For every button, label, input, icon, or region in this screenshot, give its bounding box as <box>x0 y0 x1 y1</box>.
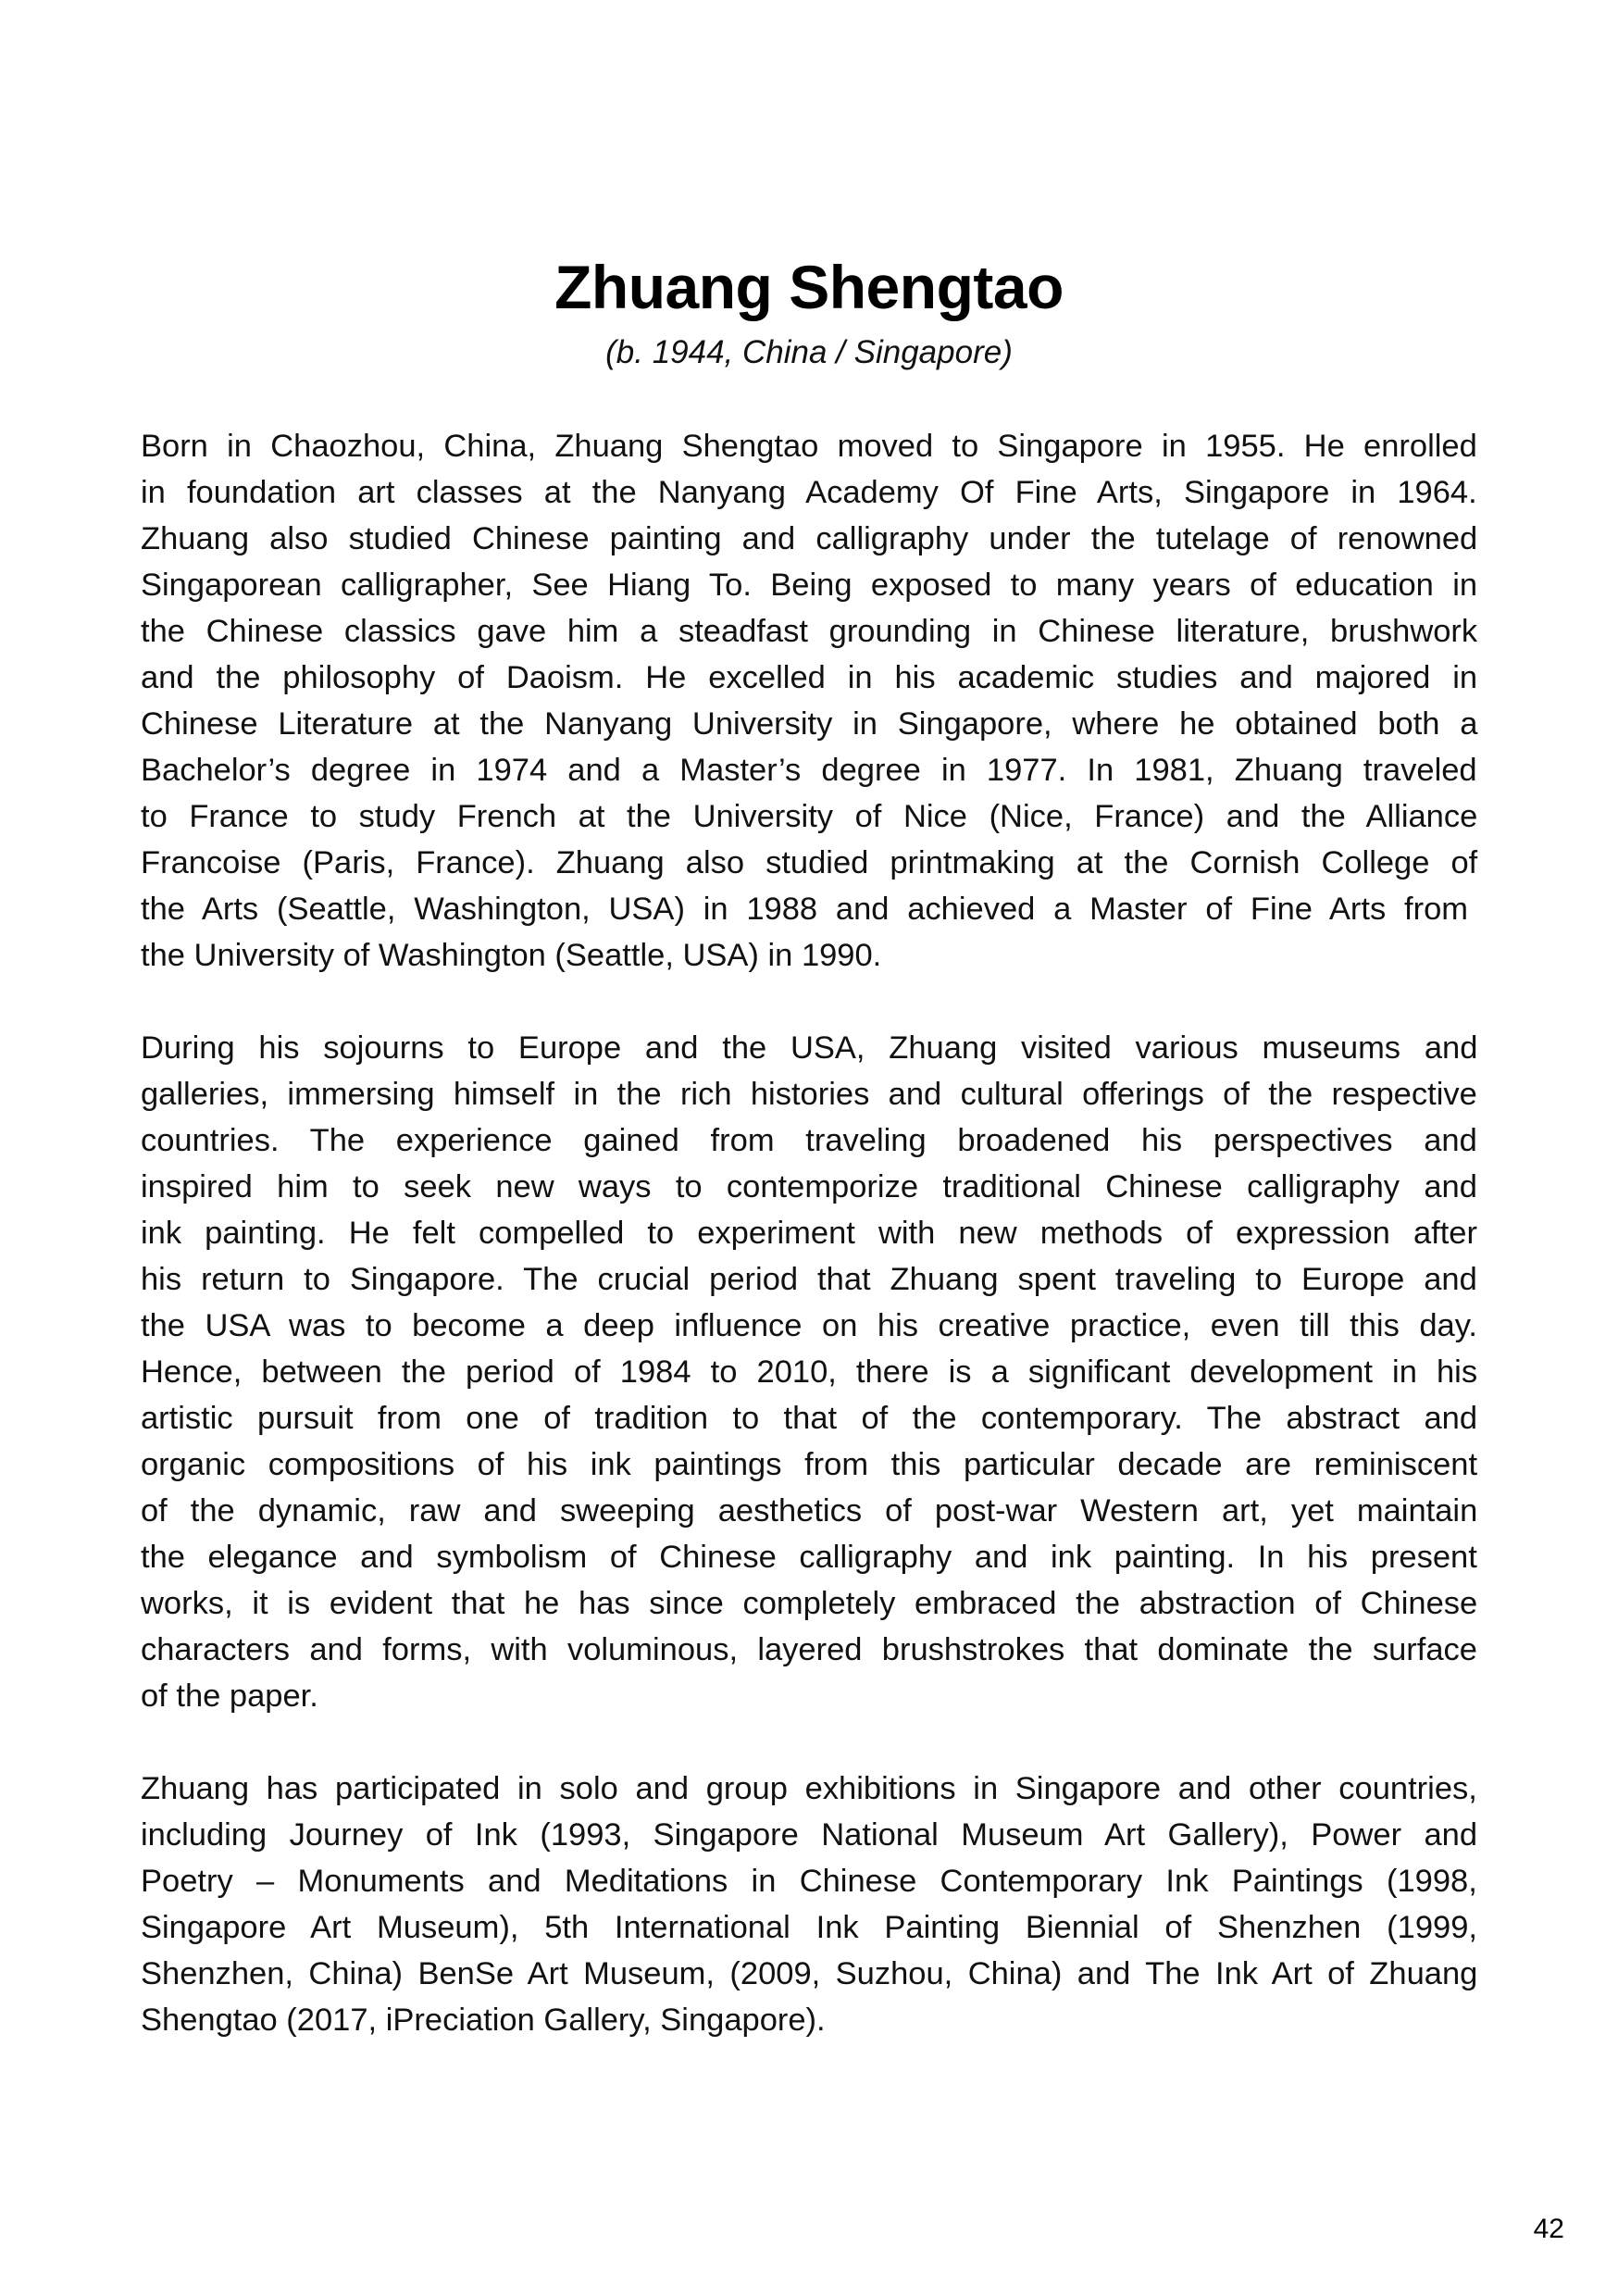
text-line: Born in Chaozhou, China, Zhuang Shengtao moved to Singapore in 1955. He enrolled <box>141 429 1477 464</box>
text-line: characters and forms, with voluminous, layered brushstrokes that dominate the surface <box>141 1632 1477 1667</box>
artist-dates-subtitle: (b. 1944, China / Singapore) <box>605 334 1013 370</box>
text-line: organic compositions of his ink paintings from this particular decade are reminiscent <box>141 1447 1478 1482</box>
text-line: During his sojourns to Europe and the USA, Zhuang visited various museums and <box>141 1030 1478 1066</box>
page-title: Zhuang Shengtao <box>554 253 1064 321</box>
text-line: countries. The experience gained from traveling broadened his perspectives and <box>141 1123 1477 1158</box>
text-line: Hence, between the period of 1984 to 2010, there is a significant development in his <box>141 1354 1478 1390</box>
text-line: galleries, immersing himself in the rich histories and cultural offerings of the respective <box>141 1077 1477 1112</box>
text-line: the USA was to become a deep influence on his creative practice, even till this day. <box>141 1308 1478 1343</box>
text-line: his return to Singapore. The crucial period that Zhuang spent traveling to Europe and <box>141 1262 1477 1297</box>
text-line: the Arts (Seattle, Washington, USA) in 1988 and achieved a Master of Fine Arts from <box>141 892 1468 927</box>
text-line: of the dynamic, raw and sweeping aesthetics of post-war Western art, yet maintain <box>141 1493 1478 1529</box>
text-line: Poetry – Monuments and Meditations in Chinese Contemporary Ink Paintings (1998, <box>141 1864 1477 1899</box>
text-line: of the paper. <box>141 1678 318 1714</box>
text-line: artistic pursuit from one of tradition to that of the contemporary. The abstract and <box>141 1401 1478 1436</box>
text-line: Singapore Art Museum), 5th International Ink Painting Biennial of Shenzhen (1999, <box>141 1910 1477 1945</box>
text-line: Shengtao (2017, iPreciation Gallery, Singapore). <box>141 2003 826 2038</box>
page-number: 42 <box>1533 2214 1564 2244</box>
influences-paragraph <box>141 1025 1477 1719</box>
text-line: the Chinese classics gave him a steadfast grounding in Chinese literature, brushwork <box>141 614 1478 649</box>
text-line: the elegance and symbolism of Chinese calligraphy and ink painting. In his present <box>141 1540 1477 1575</box>
text-line: including Journey of Ink (1993, Singapore National Museum Art Gallery), Power and <box>141 1817 1478 1853</box>
text-line: Chinese Literature at the Nanyang University in Singapore, where he obtained both a <box>141 706 1478 742</box>
text-line: and the philosophy of Daoism. He excelled in his academic studies and majored in <box>141 660 1478 695</box>
text-line: Zhuang has participated in solo and group exhibitions in Singapore and other countries, <box>141 1771 1477 1806</box>
text-line: ink painting. He felt compelled to experiment with new methods of expression after <box>141 1216 1477 1251</box>
text-line: to France to study French at the University of Nice (Nice, France) and the Alliance <box>141 799 1478 834</box>
text-line: Bachelor’s degree in 1974 and a Master’s degree in 1977. In 1981, Zhuang traveled <box>141 753 1477 788</box>
exhibitions-paragraph <box>141 1766 1477 2043</box>
text-line: inspired him to seek new ways to contemporize traditional Chinese calligraphy and <box>141 1169 1477 1204</box>
text-line: Zhuang also studied Chinese painting and calligraphy under the tutelage of renowned <box>141 521 1478 556</box>
text-line: Francoise (Paris, France). Zhuang also studied printmaking at the Cornish College of <box>141 845 1478 880</box>
text-line: works, it is evident that he has since completely embraced the abstraction of Chinese <box>141 1586 1478 1621</box>
biography-paragraph <box>141 423 1477 979</box>
text-line: Singaporean calligrapher, See Hiang To. Being exposed to many years of education in <box>141 568 1478 603</box>
text-line: Shenzhen, China) BenSe Art Museum, (2009, Suzhou, China) and The Ink Art of Zhuang <box>141 1956 1478 1991</box>
text-line: in foundation art classes at the Nanyang Academy Of Fine Arts, Singapore in 1964. <box>141 475 1477 510</box>
text-line: the University of Washington (Seattle, USA) in 1990. <box>141 938 882 973</box>
